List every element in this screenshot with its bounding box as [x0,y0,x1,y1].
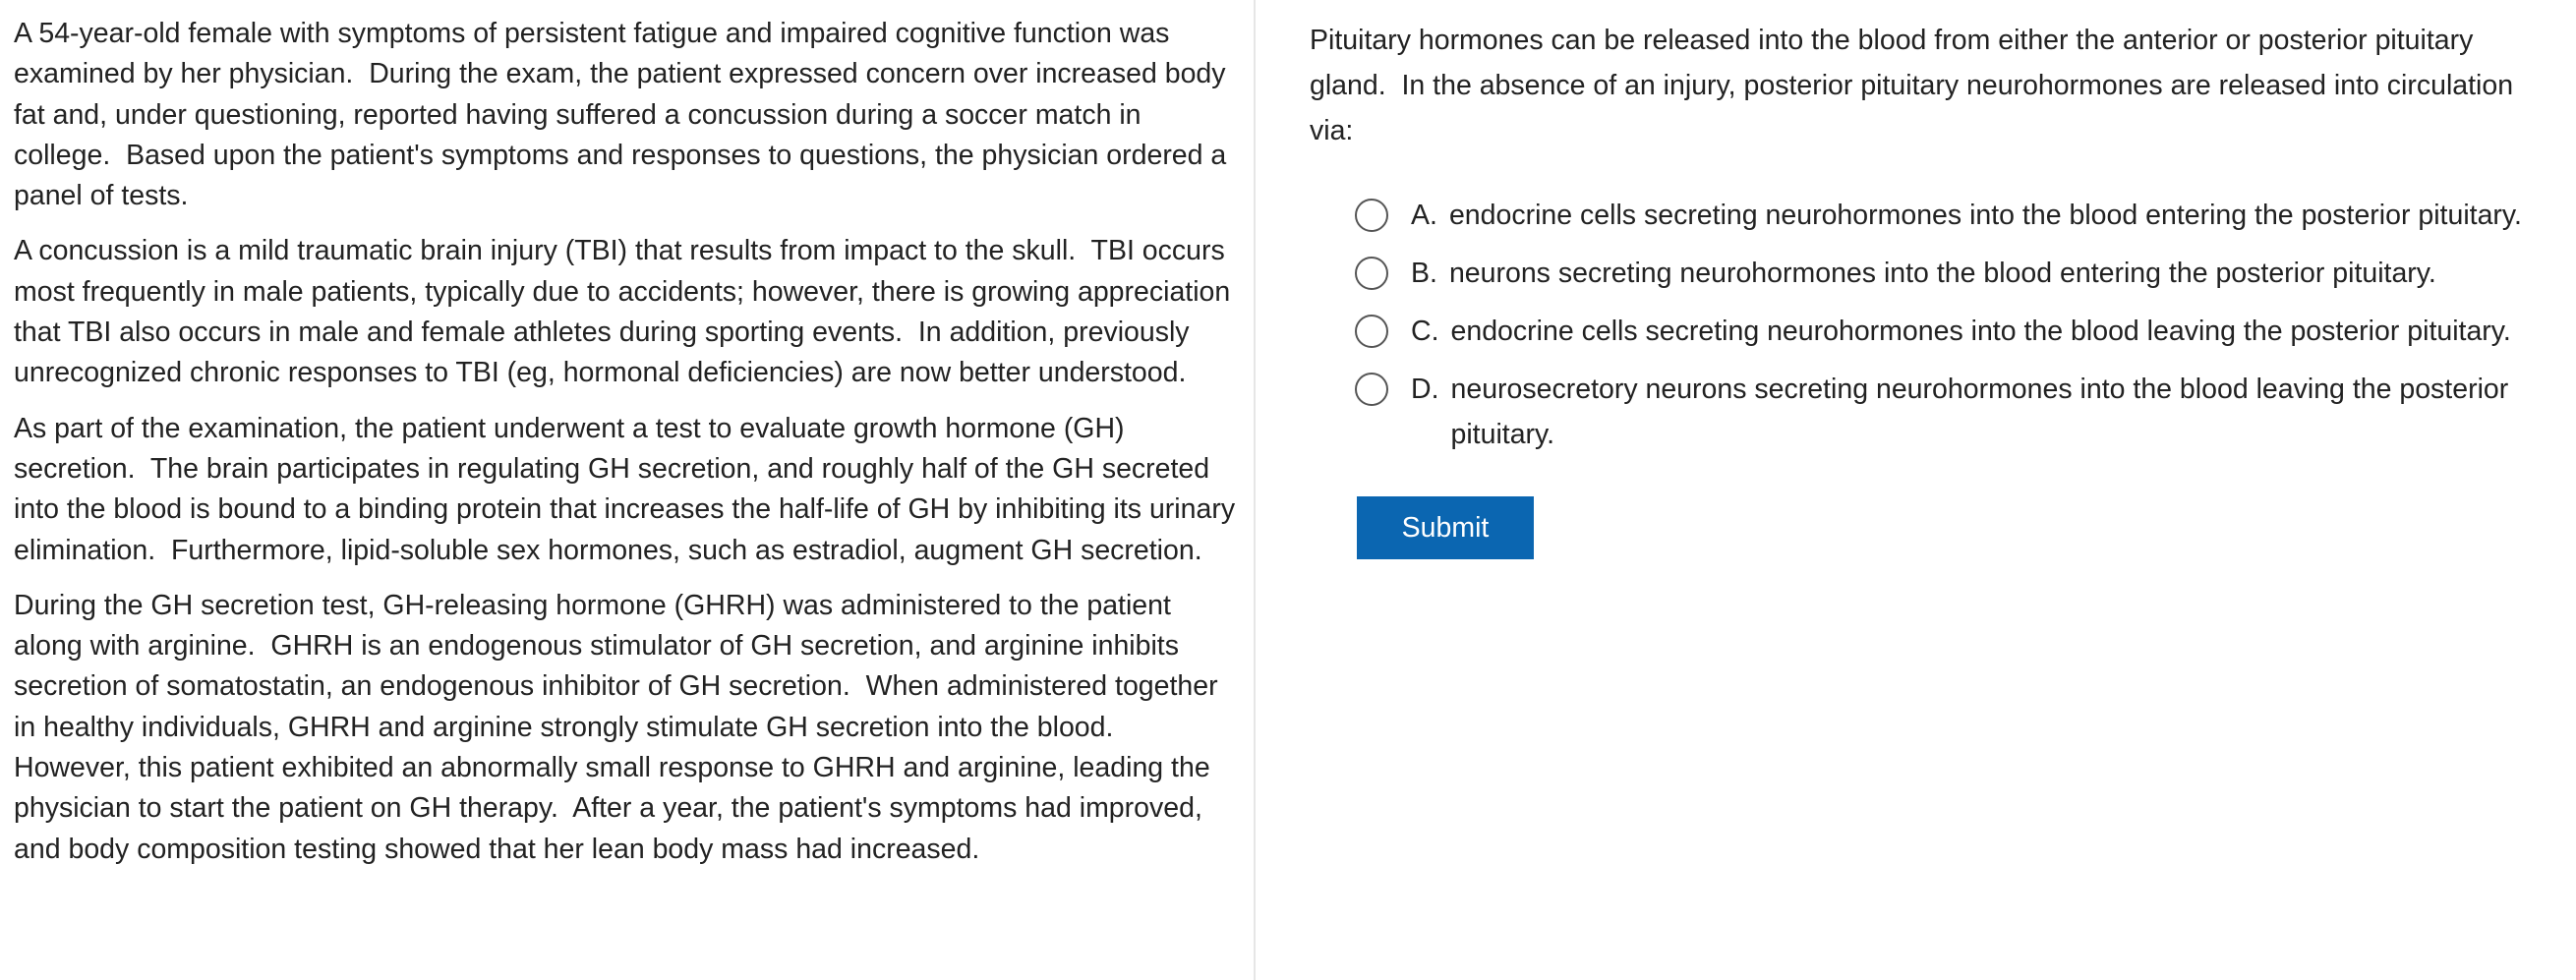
passage-paragraph-2: A concussion is a mild traumatic brain injury (TBI) that results from impact to the skull. TBI occurs most frequently in male patients, typically due to accidents; however, there is growing appreciation that TBI also occurs in male and female athletes during sporting events. In addition, previously unrecognized chronic responses to TBI (eg, hormonal deficiencies) are now better understood. [14,235,1231,389]
option-a-radio[interactable] [1355,199,1388,232]
option-b-text[interactable]: neurons secreting neurohormones into the blood entering the posterior pituitary. [1448,258,2436,289]
option-b[interactable] [1355,251,2568,296]
question-panel [1310,18,2568,559]
passage-panel [0,0,1256,980]
option-d-text[interactable]: neurosecretory neurons secreting neurohormones into the blood leaving the posterior pituitary. [1450,374,2509,450]
option-b-radio[interactable] [1355,257,1388,290]
option-a-text[interactable]: endocrine cells secreting neurohormones into the blood entering the posterior pituitary. [1448,200,2522,231]
option-a[interactable] [1355,193,2568,238]
option-a-letter: A. [1411,200,1437,231]
option-c[interactable] [1355,309,2568,354]
option-b-letter: B. [1411,258,1437,289]
submit-button[interactable]: Submit [1357,496,1534,559]
option-c-radio[interactable] [1355,315,1388,348]
option-d-letter: D. [1411,374,1439,405]
passage-paragraph-1: A 54-year-old female with symptoms of persistent fatigue and impaired cognitive function was examined by her physician. During the exam, the patient expressed concern over increased body fat and, under questioning, reported having suffered a concussion during a soccer match in college. Based upon the patient's symptoms and responses to questions, the physician ordered a panel of tests. [14,18,1227,212]
option-d[interactable] [1355,367,2568,457]
option-d-radio[interactable] [1355,373,1388,406]
option-c-text[interactable]: endocrine cells secreting neurohormones into the blood leaving the posterior pituitary. [1450,316,2511,347]
answer-options [1355,193,2568,457]
option-c-letter: C. [1411,316,1439,347]
passage-paragraph-4: During the GH secretion test, GH-releasing hormone (GHRH) was administered to the patient along with arginine. GHRH is an endogenous stimulator of GH secretion, and arginine inhibits secretion of somatostatin, an endogenous inhibitor of GH secretion. When administered together in healthy individuals, GHRH and arginine strongly stimulate GH secretion into the blood. However, this patient exhibited an abnormally small response to GHRH and arginine, leading the physician to start the patient on GH therapy. After a year, the patient's symptoms had improved, and body composition testing showed that her lean body mass had increased. [14,589,1218,865]
passage-paragraph-3: As part of the examination, the patient underwent a test to evaluate growth hormone (GH) secretion. The brain participates in regulating GH secretion, and roughly half of the GH secreted into the blood is bound to a binding protein that increases the half-life of GH by inhibiting its urinary elimination. Furthermore, lipid-soluble sex hormones, such as estradiol, augment GH secretion. [14,412,1236,566]
question-stem: Pituitary hormones can be released into the blood from either the anterior or posterior pituitary gland. In the absence of an injury, posterior pituitary neurohormones are released into circulation via: [1310,25,2514,146]
